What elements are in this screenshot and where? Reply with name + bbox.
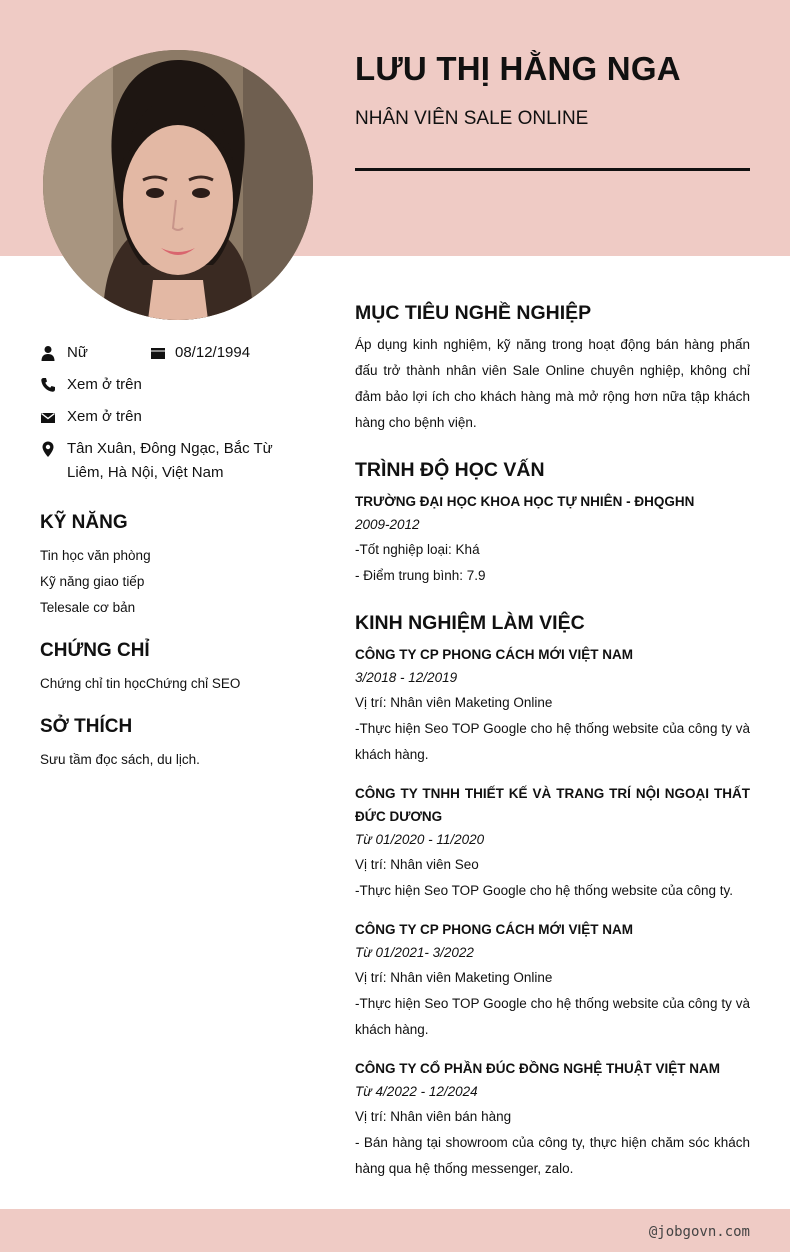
candidate-name: LƯU THỊ HẰNG NGA — [355, 50, 681, 87]
job-description: -Thực hiện Seo TOP Google cho hệ thống website của công ty và khách hàng. — [355, 721, 750, 762]
certificates-heading: CHỨNG CHỈ — [40, 640, 150, 661]
address-line-2: Liêm, Hà Nội, Việt Nam — [67, 464, 224, 481]
portrait-photo — [43, 50, 313, 320]
job-role: Vị trí: Nhân viên Maketing Online — [355, 695, 553, 710]
job-company: CÔNG TY CP PHONG CÁCH MỚI VIỆT NAM — [355, 647, 634, 662]
job-description: -Thực hiện Seo TOP Google cho hệ thống website của công ty. — [355, 883, 734, 898]
location-pin-icon — [40, 441, 56, 457]
avatar — [43, 50, 313, 320]
education-detail: -Tốt nghiệp loại: Khá — [355, 542, 480, 557]
education-heading: TRÌNH ĐỘ HỌC VẤN — [355, 459, 545, 481]
job-description: - Bán hàng tại showroom của công ty, thực hiện chăm sóc khách hàng qua hệ thống messenger, zalo. — [355, 1135, 750, 1176]
job-position: NHÂN VIÊN SALE ONLINE — [355, 108, 589, 129]
birthday-value: 08/12/1994 — [175, 344, 251, 361]
mail-icon — [40, 409, 56, 425]
certificates-text: Chứng chỉ tin họcChứng chỉ SEO — [40, 676, 241, 691]
email-value: Xem ở trên — [67, 408, 142, 425]
gender-value: Nữ — [67, 344, 88, 361]
skills-heading: KỸ NĂNG — [40, 512, 128, 533]
skill-item: Kỹ năng giao tiếp — [40, 574, 145, 589]
header-divider — [355, 168, 750, 171]
job-role: Vị trí: Nhân viên Maketing Online — [355, 970, 553, 985]
objective-heading: MỤC TIÊU NGHỀ NGHIỆP — [355, 302, 592, 324]
phone-icon — [40, 377, 56, 393]
job-period: Từ 01/2020 - 11/2020 — [355, 832, 485, 847]
job-period: 3/2018 - 12/2019 — [355, 670, 458, 685]
job-period: Từ 01/2021- 3/2022 — [355, 945, 474, 960]
experience-heading: KINH NGHIỆM LÀM VIỆC — [355, 612, 585, 634]
job-company: CÔNG TY TNHH THIẾT KẾ VÀ TRANG TRÍ NỘI NGOẠI THẤT ĐỨC DƯƠNG — [355, 786, 750, 824]
job-description: -Thực hiện Seo TOP Google cho hệ thống website của công ty và khách hàng. — [355, 996, 750, 1037]
job-role: Vị trí: Nhân viên bán hàng — [355, 1109, 512, 1124]
skill-item: Tin học văn phòng — [40, 548, 151, 563]
objective-text: Áp dụng kinh nghiệm, kỹ năng trong hoạt động bán hàng phấn đấu trở thành nhân viên Sale Online chuyên nghiệp, không chỉ đảm bảo lợi ích cho khách hàng mà mở rộng hơn nữa tập khách hàng cho bệnh viện. — [355, 337, 750, 430]
hobbies-text: Sưu tầm đọc sách, du lịch. — [40, 752, 200, 767]
job-company: CÔNG TY CP PHONG CÁCH MỚI VIỆT NAM — [355, 922, 634, 937]
job-period: Từ 4/2022 - 12/2024 — [355, 1084, 478, 1099]
hobbies-heading: SỞ THÍCH — [40, 716, 133, 737]
footer-watermark: @jobgovn.com — [648, 1224, 750, 1240]
education-period: 2009-2012 — [355, 517, 420, 532]
job-role: Vị trí: Nhân viên Seo — [355, 857, 479, 872]
education-detail: - Điểm trung bình: 7.9 — [355, 568, 486, 583]
phone-value: Xem ở trên — [67, 376, 142, 393]
job-company: CÔNG TY CỔ PHẦN ĐÚC ĐỒNG NGHỆ THUẬT VIỆT NAM — [355, 1061, 721, 1076]
address-line-1: Tân Xuân, Đông Ngạc, Bắc Từ — [67, 440, 273, 457]
skill-item: Telesale cơ bản — [40, 600, 136, 615]
school-name: TRƯỜNG ĐẠI HỌC KHOA HỌC TỰ NHIÊN - ĐHQGHN — [355, 494, 695, 509]
user-icon — [40, 345, 56, 361]
calendar-icon — [150, 345, 166, 361]
